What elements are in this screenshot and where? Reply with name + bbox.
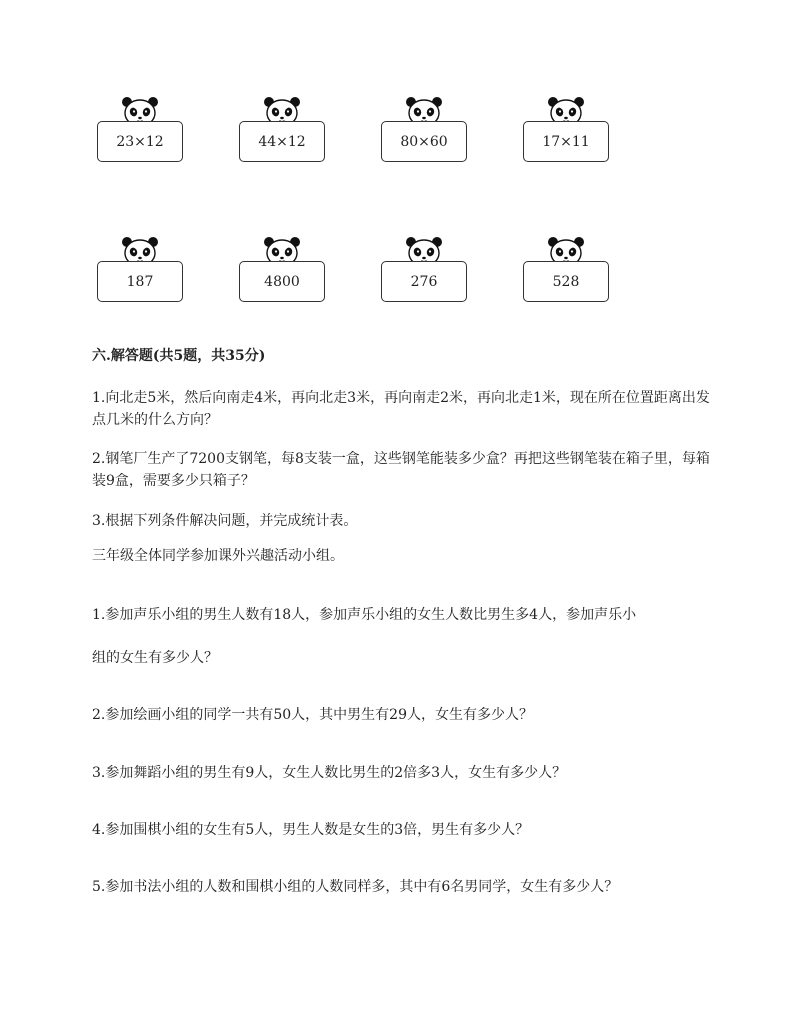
answer-box: 4800 — [239, 261, 325, 302]
expression-box: 44×12 — [239, 121, 325, 162]
question-3: 3.根据下列条件解决问题，并完成统计表。 — [92, 513, 358, 529]
expression-box: 17×11 — [523, 121, 609, 162]
expression-box: 23×12 — [97, 121, 183, 162]
expression-card — [97, 96, 183, 182]
sub-question-2: 2.参加绘画小组的同学一共有50人，其中男生有29人，女生有多少人？ — [92, 707, 533, 723]
sub-question-1-line-1: 1.参加声乐小组的男生人数有18人，参加声乐小组的女生人数比男生多4人，参加声乐小 — [92, 607, 637, 623]
sub-question-5: 5.参加书法小组的人数和围棋小组的人数同样多，其中有6名男同学，女生有多少人？ — [92, 879, 619, 895]
question-1: 1.向北走5米，然后向南走4米，再向北走3米，再向南走2米，再向北走1米，现在所在位置距离出发点几米的什么方向？ — [92, 390, 710, 428]
sub-question-4: 4.参加围棋小组的女生有5人，男生人数是女生的3倍，男生有多少人？ — [92, 822, 530, 838]
sub-question-3: 3.参加舞蹈小组的男生有9人，女生人数比男生的2倍多3人，女生有多少人？ — [92, 765, 567, 781]
expression-card — [381, 96, 467, 182]
sub-question-1-line-2: 组的女生有多少人？ — [92, 650, 218, 666]
expression-box: 80×60 — [381, 121, 467, 162]
answer-card — [523, 236, 609, 322]
answer-card — [381, 236, 467, 322]
answer-card — [239, 236, 325, 322]
answer-box: 187 — [97, 261, 183, 302]
answer-box: 528 — [523, 261, 609, 302]
intro-text: 三年级全体同学参加课外兴趣活动小组。 — [92, 548, 344, 564]
expression-card — [239, 96, 325, 182]
expression-card — [523, 96, 609, 182]
question-2: 2.钢笔厂生产了7200支钢笔，每8支装一盒，这些钢笔能装多少盒？再把这些钢笔装在箱子里，每箱装9盒，需要多少只箱子？ — [92, 451, 710, 489]
answer-box: 276 — [381, 261, 467, 302]
section-title: 六.解答题(共5题，共35分) — [92, 348, 266, 364]
answer-card — [97, 236, 183, 322]
